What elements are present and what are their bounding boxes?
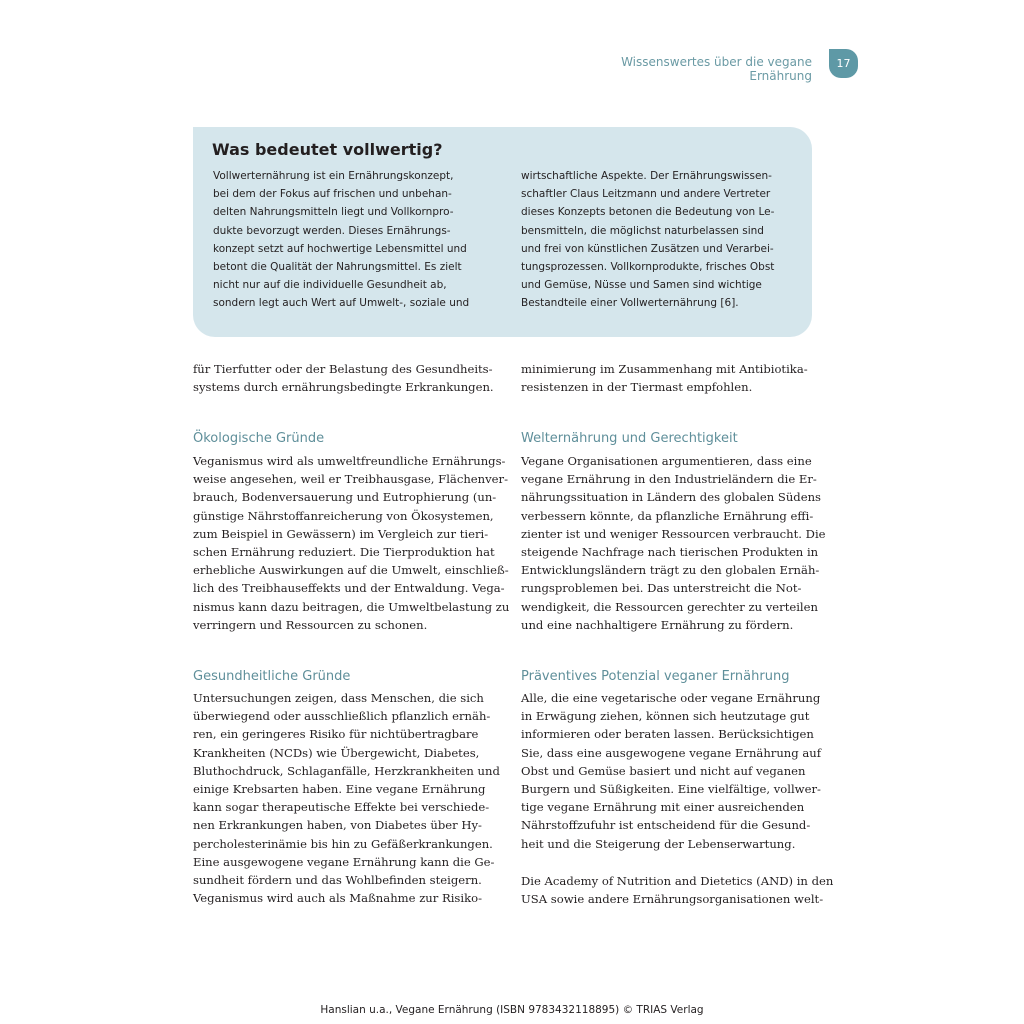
text-line: und eine nachhaltigere Ernährung zu fördern. bbox=[521, 617, 794, 632]
text-line: bei dem der Fokus auf frischen und unbehan- bbox=[213, 188, 452, 201]
gesundheitliche-gruende-paragraph bbox=[193, 689, 500, 907]
text-line: nährungssituation in Ländern des globalen Südens bbox=[521, 490, 821, 505]
text-line: einige Krebsarten haben. Eine vegane Ernährung bbox=[193, 782, 486, 797]
academy-paragraph bbox=[521, 872, 834, 908]
text-line: in Erwägung ziehen, können sich heutzutage gut bbox=[521, 709, 810, 724]
text-line: resistenzen in der Tiermast empfohlen. bbox=[521, 380, 753, 395]
text-line: nismus kann dazu beitragen, die Umweltbelastung zu bbox=[193, 599, 510, 614]
text-line: Bluthochdruck, Schlaganfälle, Herzkrankheiten und bbox=[193, 763, 500, 778]
text-line: erhebliche Auswirkungen auf die Umwelt, einschließ- bbox=[193, 563, 509, 578]
text-line: für Tierfutter oder der Belastung des Gesundheits- bbox=[193, 362, 493, 376]
text-line: schaftler Claus Leitzmann und andere Vertreter bbox=[521, 188, 771, 201]
right-intro-paragraph bbox=[521, 360, 816, 396]
text-line: Sie, dass eine ausgewogene vegane Ernährung auf bbox=[521, 745, 822, 760]
text-line: zienter ist und weniger Ressourcen verbraucht. Die bbox=[521, 526, 826, 541]
text-line: und Gemüse, Nüsse und Samen sind wichtige bbox=[521, 279, 762, 292]
text-line: nicht nur auf die individuelle Gesundheit ab, bbox=[213, 279, 447, 292]
text-line: und frei von künstlichen Zusätzen und Verarbei- bbox=[521, 242, 774, 255]
text-line: lich des Treibhauseffekts und der Entwaldung. Vega- bbox=[193, 581, 505, 596]
infobox bbox=[193, 127, 812, 337]
text-line: konzept setzt auf hochwertige Lebensmittel und bbox=[213, 242, 467, 255]
text-line: Eine ausgewogene vegane Ernährung kann die Ge- bbox=[193, 854, 495, 869]
text-line: percholesterinämie bis hin zu Gefäßerkrankungen. bbox=[193, 836, 493, 851]
text-line: wendigkeit, die Ressourcen gerechter zu verteilen bbox=[521, 599, 818, 614]
text-line: steigende Nachfrage nach tierischen Produkten in bbox=[521, 545, 819, 560]
text-line: vegane Ernährung in den Industrieländern die Er- bbox=[521, 472, 817, 487]
text-line: Obst und Gemüse basiert und nicht auf veganen bbox=[521, 763, 806, 778]
text-line: Veganismus wird als umweltfreundliche Ernährungs- bbox=[193, 454, 506, 468]
text-line: dukte bevorzugt werden. Dieses Ernährungs- bbox=[213, 224, 451, 237]
text-line: brauch, Bodenversauerung und Eutrophierung (un- bbox=[193, 490, 497, 505]
section-heading-oekologische-gruende: Ökologische Gründe bbox=[193, 431, 325, 446]
oekologische-gruende-paragraph bbox=[193, 452, 510, 634]
text-line: verringern und Ressourcen zu schonen. bbox=[193, 617, 428, 632]
praeventives-potenzial-paragraph bbox=[521, 689, 822, 853]
text-line: günstige Nährstoffanreicherung von Ökosystemen, bbox=[193, 508, 494, 523]
text-line: bensmitteln, die möglichst naturbelassen sind bbox=[521, 224, 764, 237]
text-line: Vegane Organisationen argumentieren, dass eine bbox=[521, 454, 812, 468]
text-line: Untersuchungen zeigen, dass Menschen, die sich bbox=[193, 691, 484, 705]
text-line: überwiegend oder ausschließlich pflanzlich ernäh- bbox=[193, 709, 491, 724]
text-line: dieses Konzepts betonen die Bedeutung von Le- bbox=[521, 206, 775, 219]
text-line: Entwicklungsländern trägt zu den globalen Ernäh- bbox=[521, 563, 820, 578]
infobox-title: Was bedeutet vollwertig? bbox=[212, 140, 443, 159]
footer-citation: Hanslian u.a., Vegane Ernährung (ISBN 9783432118895) © TRIAS Verlag bbox=[320, 1004, 704, 1016]
text-line: betont die Qualität der Nahrungsmittel. Es zielt bbox=[213, 261, 462, 274]
text-line: nen Erkrankungen haben, von Diabetes über Hy- bbox=[193, 818, 482, 833]
text-line: Nährstoffzufuhr ist entscheidend für die Gesund- bbox=[521, 818, 811, 833]
text-line: sundheit fördern und das Wohlbefinden steigern. bbox=[193, 873, 482, 888]
left-intro-paragraph bbox=[193, 360, 494, 396]
text-line: heit und die Steigerung der Lebenserwartung. bbox=[521, 836, 796, 851]
text-line: Burgern und Süßigkeiten. Eine vielfältige, vollwer- bbox=[521, 782, 821, 797]
text-line: verbessern könnte, da pflanzliche Ernährung effi- bbox=[521, 508, 814, 523]
text-line: zum Beispiel in Gewässern) im Vergleich zur tieri- bbox=[193, 526, 489, 541]
text-line: informieren oder beraten lassen. Berücksichtigen bbox=[521, 727, 814, 742]
text-line: Veganismus wird auch als Maßnahme zur Risiko- bbox=[193, 891, 483, 906]
section-heading-gesundheitliche-gruende: Gesundheitliche Gründe bbox=[193, 669, 351, 684]
text-line: weise angesehen, weil er Treibhausgase, Flächenver- bbox=[193, 472, 509, 487]
text-line: Vollwerternährung ist ein Ernährungskonzept, bbox=[213, 170, 454, 182]
text-line: systems durch ernährungsbedingte Erkrankungen. bbox=[193, 380, 494, 395]
text-line: USA sowie andere Ernährungsorganisationen welt- bbox=[521, 892, 824, 907]
infobox-right-column bbox=[521, 167, 774, 313]
text-line: wirtschaftliche Aspekte. Der Ernährungswissen- bbox=[521, 170, 772, 182]
welternaehrung-paragraph bbox=[521, 452, 826, 634]
text-line: Krankheiten (NCDs) wie Übergewicht, Diabetes, bbox=[193, 745, 480, 760]
text-line: schen Ernährung reduziert. Die Tierproduktion hat bbox=[193, 545, 495, 560]
text-line: rungsproblemen bei. Das unterstreicht die Not- bbox=[521, 581, 802, 596]
text-line: delten Nahrungsmitteln liegt und Vollkornpro- bbox=[213, 206, 454, 219]
section-heading-welternaehrung: Welternährung und Gerechtigkeit bbox=[521, 431, 738, 446]
text-line: tige vegane Ernährung mit einer ausreichenden bbox=[521, 800, 805, 815]
text-line: Die Academy of Nutrition and Dietetics (AND) in den bbox=[521, 874, 834, 888]
text-line: Bestandteile einer Vollwerternährung [6]. bbox=[521, 297, 739, 310]
text-line: sondern legt auch Wert auf Umwelt-, soziale und bbox=[213, 297, 470, 310]
running-header-title: Wissenswertes über die vegane Ernährung bbox=[621, 55, 812, 83]
section-heading-praeventives-potenzial: Präventives Potenzial veganer Ernährung bbox=[521, 669, 790, 684]
text-line: tungsprozessen. Vollkornprodukte, frisches Obst bbox=[521, 261, 775, 274]
infobox-left-column bbox=[213, 167, 469, 313]
text-line: ren, ein geringeres Risiko für nichtübertragbare bbox=[193, 727, 479, 742]
text-line: Alle, die eine vegetarische oder vegane Ernährung bbox=[521, 691, 821, 705]
text-line: minimierung im Zusammenhang mit Antibiotika- bbox=[521, 362, 808, 376]
page-number-badge: 17 bbox=[829, 49, 858, 78]
text-line: kann sogar therapeutische Effekte bei verschiede- bbox=[193, 800, 490, 815]
